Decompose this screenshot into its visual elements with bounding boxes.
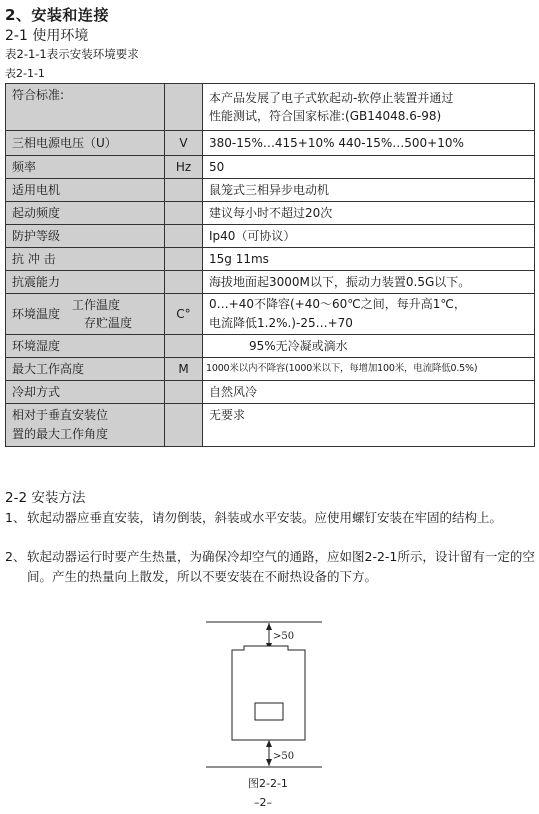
row-label: 环境温度 工作温度 存贮温度: [6, 294, 165, 335]
row-value: 1000米以内不降容(1000米以下，每增加100米，电流降低0.5%): [203, 358, 535, 381]
row-label: 相对于垂直安装位 置的最大工作角度: [6, 404, 165, 447]
row-value: 建议每小时不超过20次: [203, 202, 535, 225]
row-label: 符合标准:: [6, 84, 165, 131]
table-row: [6, 294, 535, 335]
table-id: 表2-1-1: [5, 67, 45, 80]
row-label: 环境湿度: [6, 335, 165, 358]
row-value: 海拔地面起3000M以下，振动力装置0.5G以下。: [203, 271, 535, 294]
row-value: 本产品发展了电子式软起动-软停止装置并通过 性能测试，符合国家标准:(GB14048.6-98): [203, 84, 535, 131]
row-value: 自然风冷: [203, 381, 535, 404]
row-label: 抗 冲 击: [6, 248, 165, 271]
row-unit: [165, 225, 203, 248]
top-gap-label: >50: [273, 631, 295, 642]
bottom-gap-label: >50: [273, 751, 295, 762]
table-caption: 表2-1-1表示安装环境要求: [5, 47, 139, 61]
row-label: 频率: [6, 156, 165, 179]
row-label: 三相电源电压（U）: [6, 131, 165, 156]
row-unit: [165, 271, 203, 294]
page-number: –2–: [254, 796, 272, 809]
subsection-title-environment: 2-1 使用环境: [5, 28, 89, 44]
row-unit: [165, 381, 203, 404]
display-window: [255, 703, 283, 720]
row-unit: [165, 335, 203, 358]
table-row: [6, 248, 535, 271]
row-unit: V: [165, 131, 203, 156]
table-row: [6, 358, 535, 381]
row-label: 起动频度: [6, 202, 165, 225]
row-unit: [165, 248, 203, 271]
table-row: [6, 179, 535, 202]
subsection-title-install: 2-2 安装方法: [5, 490, 86, 506]
row-unit: [165, 404, 203, 447]
row-value: Ip40（可协议）: [203, 225, 535, 248]
row-value: 无要求: [203, 404, 535, 447]
row-value: 50: [203, 156, 535, 179]
row-unit: Hz: [165, 156, 203, 179]
table-row: [6, 84, 535, 131]
row-unit: [165, 84, 203, 131]
row-value: 380-15%…415+10% 440-15%…500+10%: [203, 131, 535, 156]
row-label: 抗震能力: [6, 271, 165, 294]
row-unit: C°: [165, 294, 203, 335]
row-label: 最大工作高度: [6, 358, 165, 381]
row-value: 15g 11ms: [203, 248, 535, 271]
table-row: [6, 202, 535, 225]
row-label: 冷却方式: [6, 381, 165, 404]
table-row: [6, 271, 535, 294]
row-value: 0…+40不降容(+40～60℃之间，每升高1℃， 电流降低1.2%.)-25…+70: [203, 294, 535, 335]
table-row: [6, 131, 535, 156]
table-row: [6, 335, 535, 358]
row-unit: [165, 202, 203, 225]
list-item: 1、 软起动器应垂直安装，请勿倒装，斜装或水平安装。应使用螺钉安装在牢固的结构上。: [5, 510, 503, 525]
soft-starter-outline: [232, 646, 305, 740]
row-value: 95%无冷凝或滴水: [203, 335, 535, 358]
table-row: [6, 156, 535, 179]
table-row: [6, 225, 535, 248]
row-unit: [165, 179, 203, 202]
row-label: 防护等级: [6, 225, 165, 248]
table-row: [6, 404, 535, 447]
row-label: 适用电机: [6, 179, 165, 202]
section-title: 2、安装和连接: [5, 6, 109, 24]
row-unit: M: [165, 358, 203, 381]
environment-table: [5, 83, 535, 447]
figure-caption: 图2-2-1: [248, 777, 288, 790]
table-row: [6, 381, 535, 404]
list-item: 2、 软起动器运行时要产生热量，为确保冷却空气的通路，应如图2-2-1所示，设计留有一定的空间。产生的热量向上散发，所以不要安装在不耐热设备的下方。: [5, 549, 535, 584]
row-value: 鼠笼式三相异步电动机: [203, 179, 535, 202]
